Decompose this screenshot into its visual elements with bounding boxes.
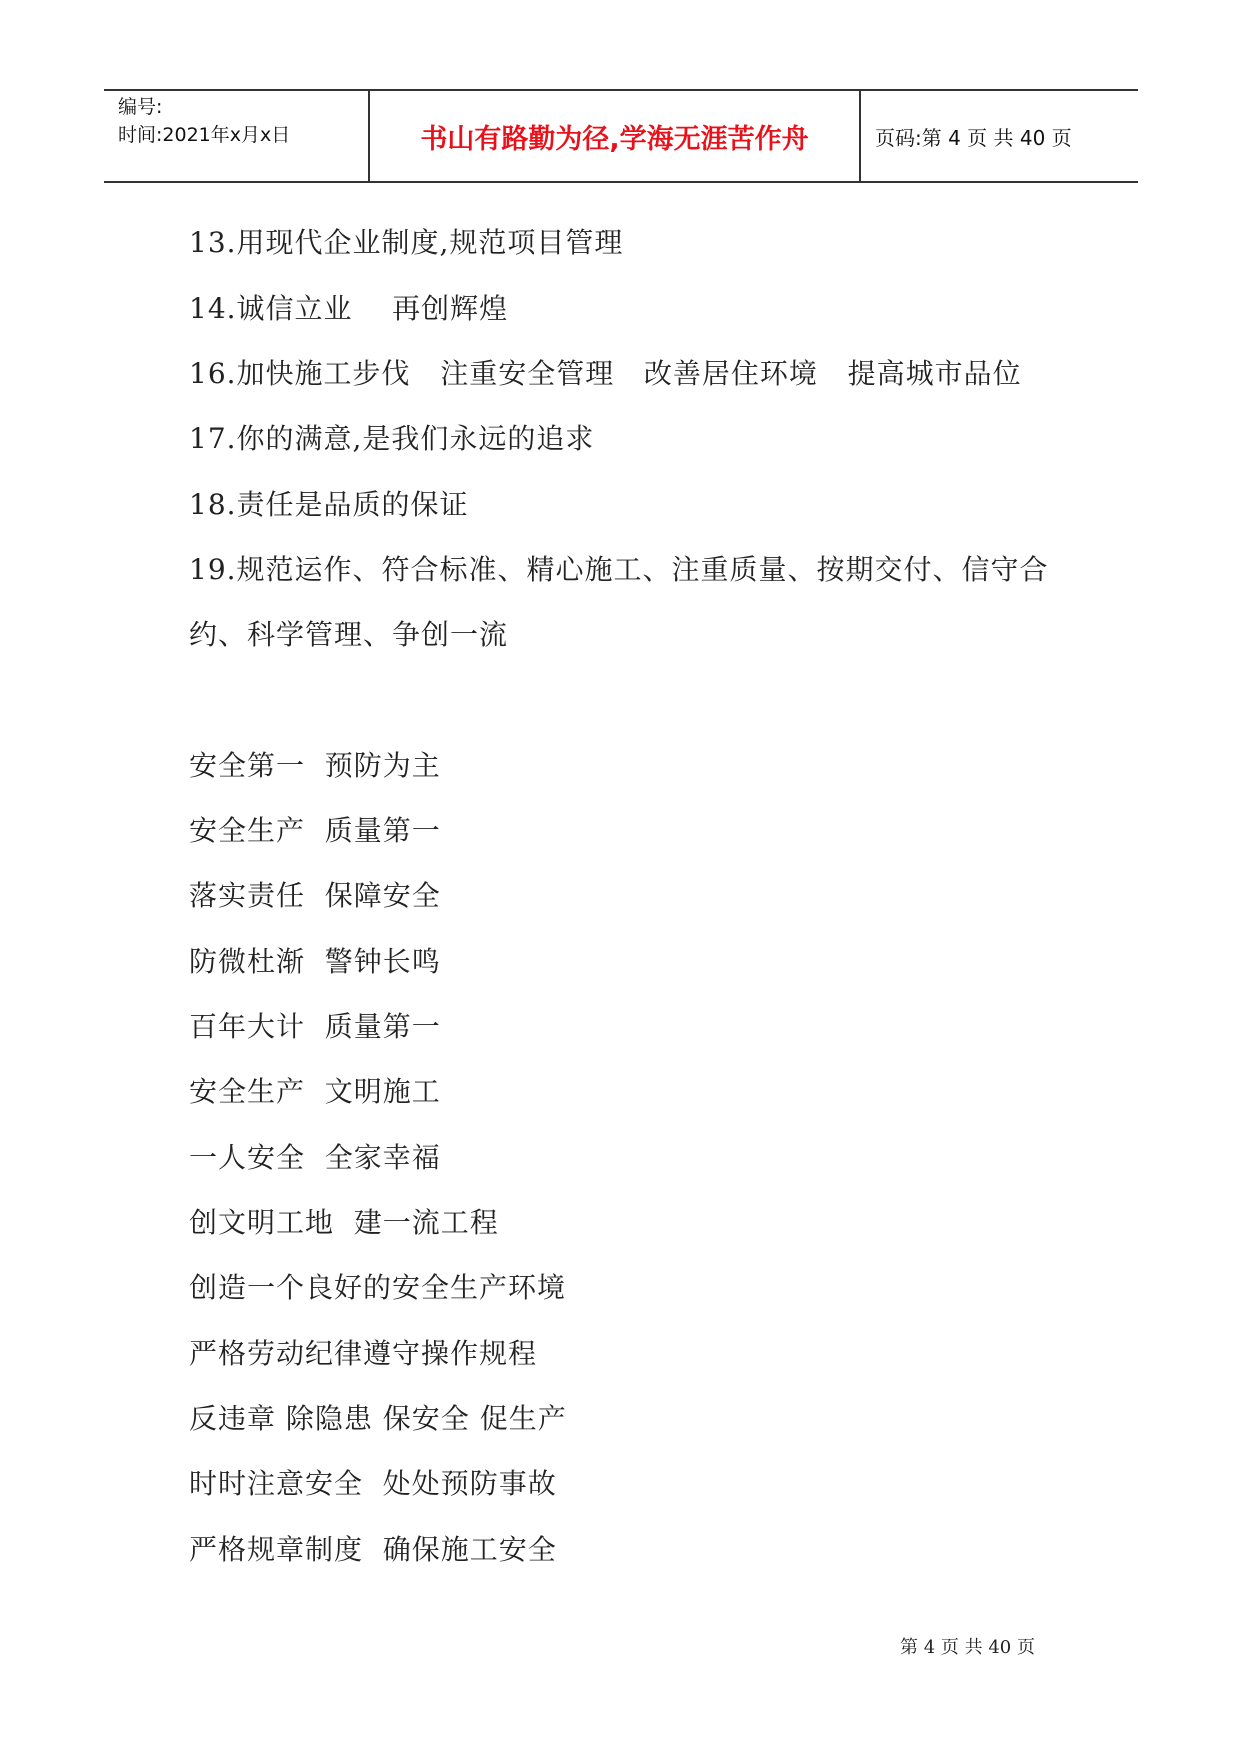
header-meta bbox=[118, 93, 368, 149]
slogan-line: 安全生产 文明施工 bbox=[189, 1075, 441, 1108]
slogan-line: 严格规章制度 确保施工安全 bbox=[189, 1533, 557, 1566]
slogan-line: 落实责任 保障安全 bbox=[189, 879, 441, 912]
header-page-info: 页码:第 4 页 共 40 页 bbox=[875, 125, 1072, 150]
slogan-line: 时时注意安全 处处预防事故 bbox=[189, 1467, 557, 1500]
slogan-line: 16.加快施工步伐 注重安全管理 改善居住环境 提高城市品位 bbox=[189, 357, 1022, 390]
slogan-line: 17.你的满意,是我们永远的追求 bbox=[189, 422, 595, 455]
slogan-line: 18.责任是品质的保证 bbox=[189, 488, 469, 521]
date-label: 时间:2021年x月x日 bbox=[118, 124, 291, 146]
slogan-line: 严格劳动纪律遵守操作规程 bbox=[189, 1337, 538, 1370]
header-divider bbox=[859, 91, 861, 181]
slogan-line: 创文明工地 建一流工程 bbox=[189, 1206, 499, 1239]
slogan-line: 反违章 除隐患 保安全 促生产 bbox=[189, 1402, 567, 1435]
slogan-line: 19.规范运作、符合标准、精心施工、注重质量、按期交付、信守合 bbox=[189, 553, 1049, 586]
page-footer: 第 4 页 共 40 页 bbox=[900, 1637, 1035, 1658]
slogan-line: 约、科学管理、争创一流 bbox=[189, 618, 509, 651]
slogan-line: 安全生产 质量第一 bbox=[189, 814, 441, 847]
slogan-line: 防微杜渐 警钟长鸣 bbox=[189, 945, 441, 978]
slogan-line: 百年大计 质量第一 bbox=[189, 1010, 441, 1043]
slogan-line: 13.用现代企业制度,规范项目管理 bbox=[189, 226, 624, 259]
serial-number-label: 编号: bbox=[118, 96, 163, 118]
header-motto: 书山有路勤为径,学海无涯苦作舟 bbox=[420, 123, 809, 155]
slogan-line: 安全第一 预防为主 bbox=[189, 749, 441, 782]
slogan-line: 一人安全 全家幸福 bbox=[189, 1141, 441, 1174]
slogan-line: 创造一个良好的安全生产环境 bbox=[189, 1271, 567, 1304]
page-header bbox=[104, 89, 1138, 183]
slogan-line: 14.诚信立业 再创辉煌 bbox=[189, 292, 509, 325]
